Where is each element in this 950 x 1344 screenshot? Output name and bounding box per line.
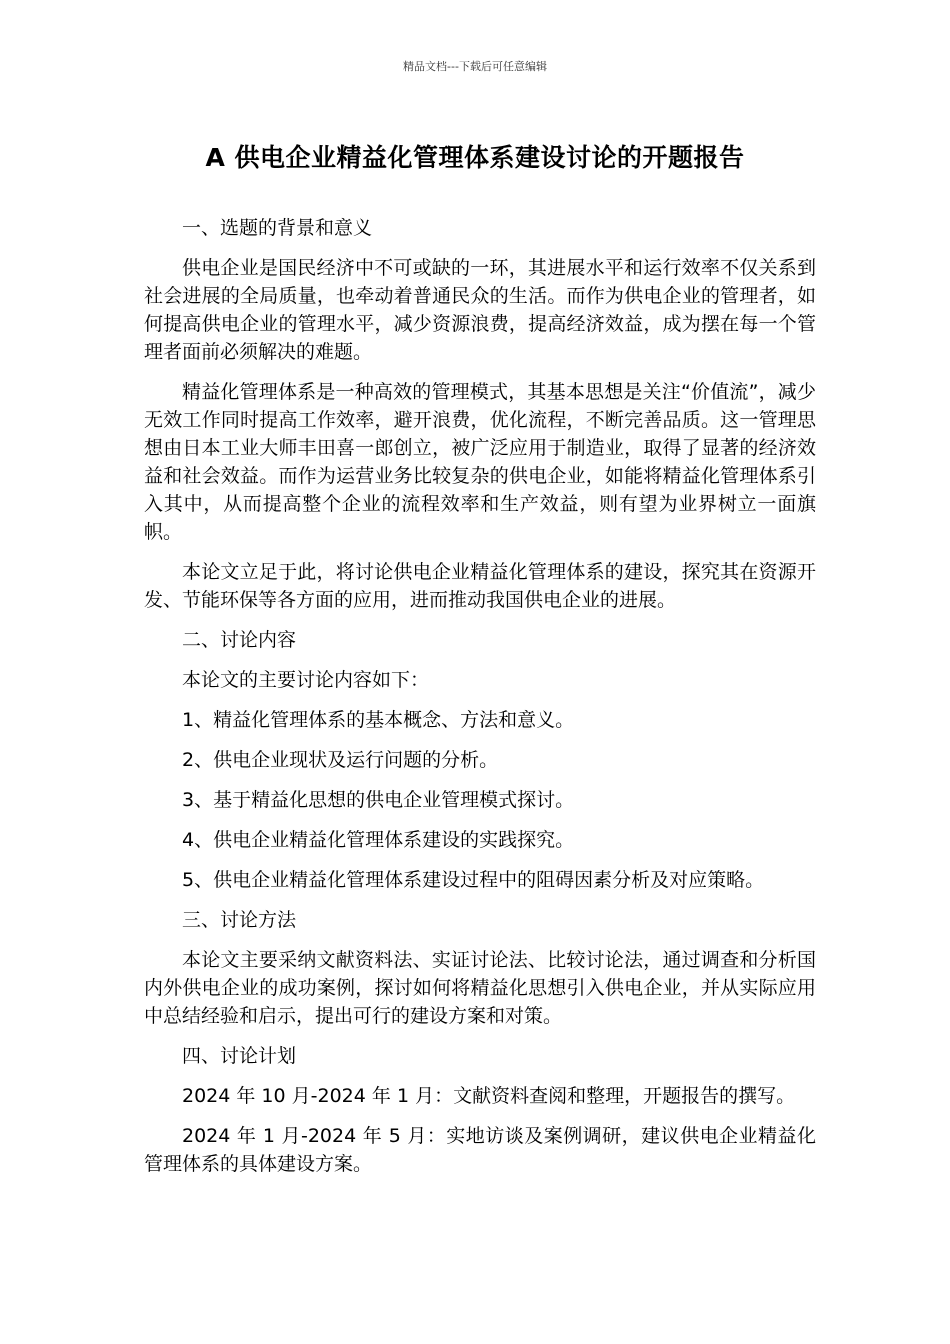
list-item: 2、供电企业现状及运行问题的分析。: [182, 749, 499, 771]
paragraph: 本论文的主要讨论内容如下：: [182, 669, 430, 691]
section-heading-method: 三、讨论方法: [182, 909, 297, 931]
header-note: 精品文档---下载后可任意编辑: [403, 60, 547, 73]
paragraph: 供电企业是国民经济中不可或缺的一环，其进展水平和运行效率不仅关系到社会进展的全局质量，也牵动着普通民众的生活。而作为供电企业的管理者，如何提高供电企业的管理水平，减少资源浪费，提高经济效益，成为摆在每一个管理者面前必须解决的难题。: [144, 257, 816, 363]
paragraph: 本论文主要采纳文献资料法、实证讨论法、比较讨论法，通过调查和分析国内外供电企业的成功案例，探讨如何将精益化思想引入供电企业，并从实际应用中总结经验和启示，提出可行的建设方案和对策。: [144, 949, 816, 1027]
list-item: 1、精益化管理体系的基本概念、方法和意义。: [182, 709, 575, 731]
list-item: 5、供电企业精益化管理体系建设过程中的阻碍因素分析及对应策略。: [182, 869, 765, 891]
paragraph: 2024 年 1 月-2024 年 5 月：实地访谈及案例调研，建议供电企业精益化管理体系的具体建设方案。: [144, 1125, 816, 1175]
document-title: A 供电企业精益化管理体系建设讨论的开题报告: [205, 143, 745, 172]
list-item: 3、基于精益化思想的供电企业管理模式探讨。: [182, 789, 575, 811]
list-item: 4、供电企业精益化管理体系建设的实践探究。: [182, 829, 575, 851]
paragraph: 精益化管理体系是一种高效的管理模式，其基本思想是关注“价值流”，减少无效工作同时提高工作效率，避开浪费，优化流程，不断完善品质。这一管理思想由日本工业大师丰田喜一郎创立，被广泛应用于制造业，取得了显著的经济效益和社会效益。而作为运营业务比较复杂的供电企业，如能将精益化管理体系引入其中，从而提高整个企业的流程效率和生产效益，则有望为业界树立一面旗帜。: [144, 381, 816, 543]
paragraph: 本论文立足于此，将讨论供电企业精益化管理体系的建设，探究其在资源开发、节能环保等各方面的应用，进而推动我国供电企业的进展。: [144, 561, 816, 611]
document-body: [144, 214, 816, 1190]
section-heading-background: 一、选题的背景和意义: [182, 217, 373, 239]
paragraph: 2024 年 10 月-2024 年 1 月：文献资料查阅和整理，开题报告的撰写。: [182, 1085, 796, 1107]
section-heading-content: 二、讨论内容: [182, 629, 297, 651]
section-heading-plan: 四、讨论计划: [182, 1045, 297, 1067]
